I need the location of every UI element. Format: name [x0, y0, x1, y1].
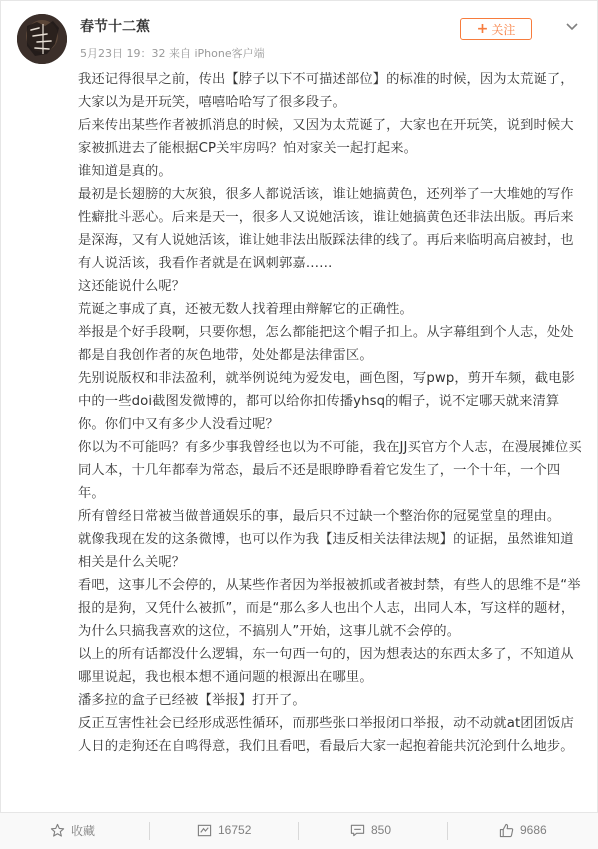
post-paragraph: 看吧，这事儿不会停的，从某些作者因为举报被抓或者被封禁，有些人的思维不是“举报的是狗，又凭什么被抓”，而是“那么多人也出个人志，出同人本，写这样的题材，为什么只搞我喜欢的这位，不搞别人”开始，这事儿就不会停的。: [78, 578, 581, 639]
action-bar: [0, 812, 598, 849]
post-paragraph: 谁知道是真的。: [78, 164, 172, 179]
post-paragraph: 潘多拉的盒子已经被【举报】打开了。: [78, 693, 306, 708]
post-header: [0, 0, 598, 70]
post-paragraph: 所有曾经日常被当做普通娱乐的事，最后只不过缺一个整治你的冠冕堂皇的理由。: [78, 509, 561, 524]
post-paragraph: 就像我现在发的这条微博，也可以作为我【违反相关法律法规】的证据，虽然谁知道相关是什么关呢？: [78, 532, 574, 570]
plus-icon: +: [476, 21, 489, 37]
post-paragraph: 最初是长翅膀的大灰狼，很多人都说活该，谁让她搞黄色，还列举了一大堆她的写作性癖批斗恶心。后来是天一，很多人又说她活该，谁让她搞黄色还非法出版。再后来是深海，又有人说她活该，谁让她非法出版踩法律的线了。再后来临明高启被封，也有人说活该，我看作者就是在讽刺郭嘉……: [78, 187, 574, 271]
post-content: [78, 68, 586, 758]
like-count: 9686: [520, 823, 547, 837]
repost-count: 16752: [218, 823, 252, 837]
avatar[interactable]: [17, 14, 67, 64]
star-icon: [50, 823, 65, 838]
divider: [149, 822, 150, 840]
repost-button[interactable]: [197, 813, 251, 847]
favorite-button[interactable]: [50, 813, 95, 847]
divider: [298, 822, 299, 840]
post-paragraph: 我还记得很早之前，传出【脖子以下不可描述部位】的标准的时候，因为太荒诞了，大家以为是开玩笑，嘻嘻哈哈写了很多段子。: [78, 72, 574, 110]
comment-count: 850: [371, 823, 392, 837]
post-paragraph: 你以为不可能吗？有多少事我曾经也以为不可能，我在JJ买官方个人志，在漫展摊位买同人本，十几年都奉为常态，最后不还是眼睁睁看着它发生了，一个十年，一个四年。: [78, 440, 582, 501]
divider: [447, 822, 448, 840]
post-paragraph: 反正互害性社会已经形成恶性循环，而那些张口举报闭口举报，动不动就at团团饭店人日的走狗还在自鸣得意，我们且看吧，看最后大家一起抱着能共沉沦到什么地步。: [78, 716, 574, 754]
post-paragraph: 先别说版权和非法盈利，就举例说纯为爱发电，画色图，写pwp，剪开车频，截电影中的一些doi截图发微博的，都可以给你扣传播yhsq的帽子，说不定哪天就来清算你。你们中又有多少人没看过呢？: [78, 371, 575, 432]
post-meta: 5月23日 19：32 来自 iPhone客户端: [80, 47, 265, 60]
favorite-label: 收藏: [71, 823, 96, 838]
comment-icon: [350, 823, 365, 838]
comment-button[interactable]: [350, 813, 391, 847]
post-paragraph: 荒诞之事成了真，还被无数人找着理由辩解它的正确性。: [78, 302, 413, 317]
chevron-down-icon[interactable]: [564, 18, 580, 34]
post-paragraph: 以上的所有话都没什么逻辑，东一句西一句的，因为想表达的东西太多了，不知道从哪里说起，我也根本想不通问题的根源出在哪里。: [78, 647, 574, 685]
like-icon: [499, 823, 514, 838]
post-paragraph: 举报是个好手段啊，只要你想，怎么都能把这个帽子扣上。从字幕组到个人志，处处都是自我创作者的灰色地带，处处都是法律雷区。: [78, 325, 574, 363]
repost-icon: [197, 823, 212, 838]
author-name[interactable]: 春节十二蕉: [80, 19, 150, 35]
follow-label: 关注: [491, 22, 516, 37]
follow-button[interactable]: [460, 18, 532, 40]
post-paragraph: 这还能说什么呢？: [78, 279, 186, 294]
like-button[interactable]: [499, 813, 547, 847]
post-paragraph: 后来传出某些作者被抓消息的时候，又因为太荒诞了，大家也在开玩笑，说到时候大家被抓进去了能根据CP关牢房吗？怕对家关一起打起来。: [78, 118, 574, 156]
